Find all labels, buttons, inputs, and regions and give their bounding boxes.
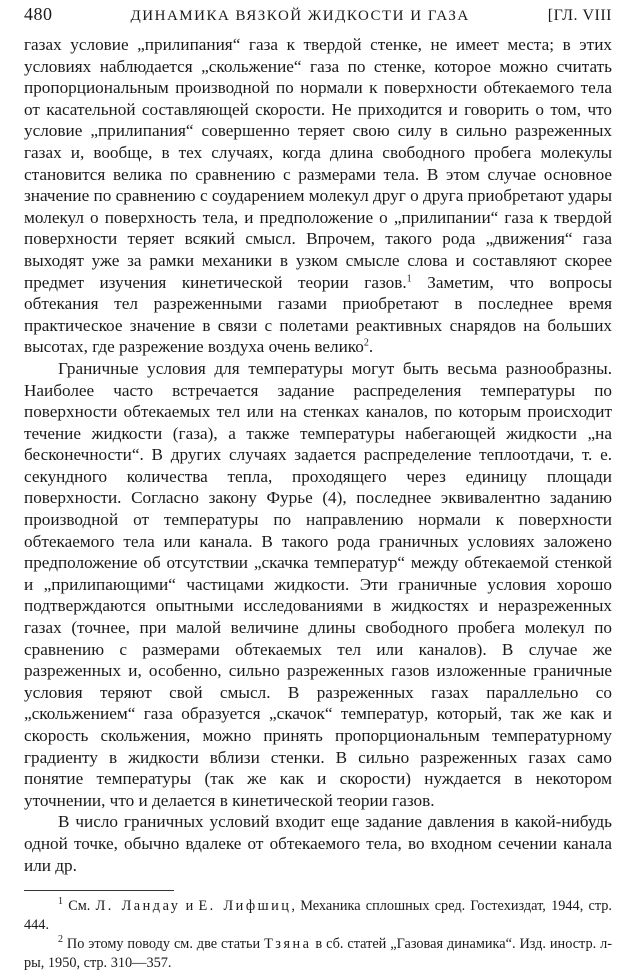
paragraph-pressure-conditions: В число граничных условий входит еще задание давления в какой-нибудь одной точке, обычно вдалеке от обтекаемого тела, во входном сечении канала или др. xyxy=(24,812,612,875)
page-number: 480 xyxy=(24,4,53,24)
text-segment: газах условие „прилипания“ газа к твердой стенке, не имеет места; в этих условиях наблюдается „скольжение“ газа по стенке, которое можно считать пропорциональным производной по нормали к поверхности обтекаемого тела от касательной составляющей скорости. Не приходится и говорить о том, что условие „прилипания“ совершенно теряет свою силу в сильно разреженных газах и, вообще, в тех случаях, когда длина свободного пробега молекулы становится велика по сравнению с размерами тела. В этом случае основное значение по сравнению с соударением молекул друг о друга приобретают удары молекул о поверхность тела, и предположение о „прилипании“ газа к твердой поверхности теряет всякий смысл. Впрочем, такого рода „движения“ газа выходят уже за рамки механики в узком смысле слова и составляют скорее предмет изучения кинетической теории газов. xyxy=(24,35,612,292)
running-title: ДИНАМИКА ВЯЗКОЙ ЖИДКОСТИ И ГАЗА xyxy=(130,8,470,24)
text-segment: . xyxy=(368,337,374,357)
chapter-marker: [ГЛ. VIII xyxy=(547,7,612,24)
footnote-text: По этому поводу см. две статьи xyxy=(63,935,265,952)
text-segment: Заметим, что вопросы обтекания тел разреженными газами приобретают в последнее время практическое значение в связи с полетами реактивных снарядов на больших высотах, где разрежение воздуха очень велико xyxy=(24,272,613,357)
footnote-2 xyxy=(24,935,612,972)
footnote-1 xyxy=(24,897,612,935)
footnote-divider xyxy=(24,890,174,891)
footnote-marker: 2 xyxy=(58,933,63,945)
footnote-text: в сб. статей „Газовая динамика“. Изд. иностр. л-ры, 1950, стр. 310—357. xyxy=(24,935,612,971)
footnote-author: Е. Лифшиц xyxy=(198,898,292,915)
footnote-text: См. xyxy=(63,898,96,915)
footnote-ref-2: 2 xyxy=(363,337,369,349)
running-head xyxy=(24,4,612,34)
footnote-author: Л. Ландау xyxy=(95,898,181,915)
footnotes xyxy=(24,897,612,972)
footnote-text: и xyxy=(180,898,199,915)
footnote-text: , Механика сплошных сред. Гостехиздат, 1944, стр. 444. xyxy=(24,898,612,933)
paragraph-continuation xyxy=(24,34,612,358)
footnote-marker: 1 xyxy=(58,896,63,908)
paragraph-temperature-conditions: Граничные условия для температуры могут быть весьма разнообразны. Наиболее часто встречается задание распределения температуры по поверхности обтекаемых тел или на стенках каналов, по которым происходит течение жидкости (газа), а также температуры набегающей жидкости „на бесконечности“. В других случаях задается распределение теплоотдачи, т. е. секундного количества тепла, проходящего через единицу площади поверхности. Согласно закону Фурье (4), последнее эквивалентно заданию производной от температуры по направлению нормали к поверхности обтекаемого тела или канала. В такого рода граничных условиях заложено предположение об отсутствии „скачка температур“ между обтекаемой стенкой и „прилипающими“ частицами жидкости. Эти граничные условия хорошо подтверждаются опытными исследованиями в жидкостях и неразреженных газах (точнее, при малой величине длины свободного пробега молекул по сравнению с размерами обтекаемых тел или каналов). В случае же разреженных и, особенно, сильно разреженных газов изложенные граничные условия теряют свой смысл. В разреженных газах параллельно со „скольжением“ газа образуется „скачок“ температур, который, так же как и скорость скольжения, можно принять пропорциональным температурному градиенту в жидкости вблизи стенки. В сильно разреженных газах само понятие температуры (так же как и скорости) нуждается в некотором уточнении, что и делается в кинетической теории газов. xyxy=(24,358,612,810)
footnote-ref-1: 1 xyxy=(406,272,412,284)
body-text xyxy=(24,34,612,876)
footnote-author: Тзяна xyxy=(264,935,312,952)
